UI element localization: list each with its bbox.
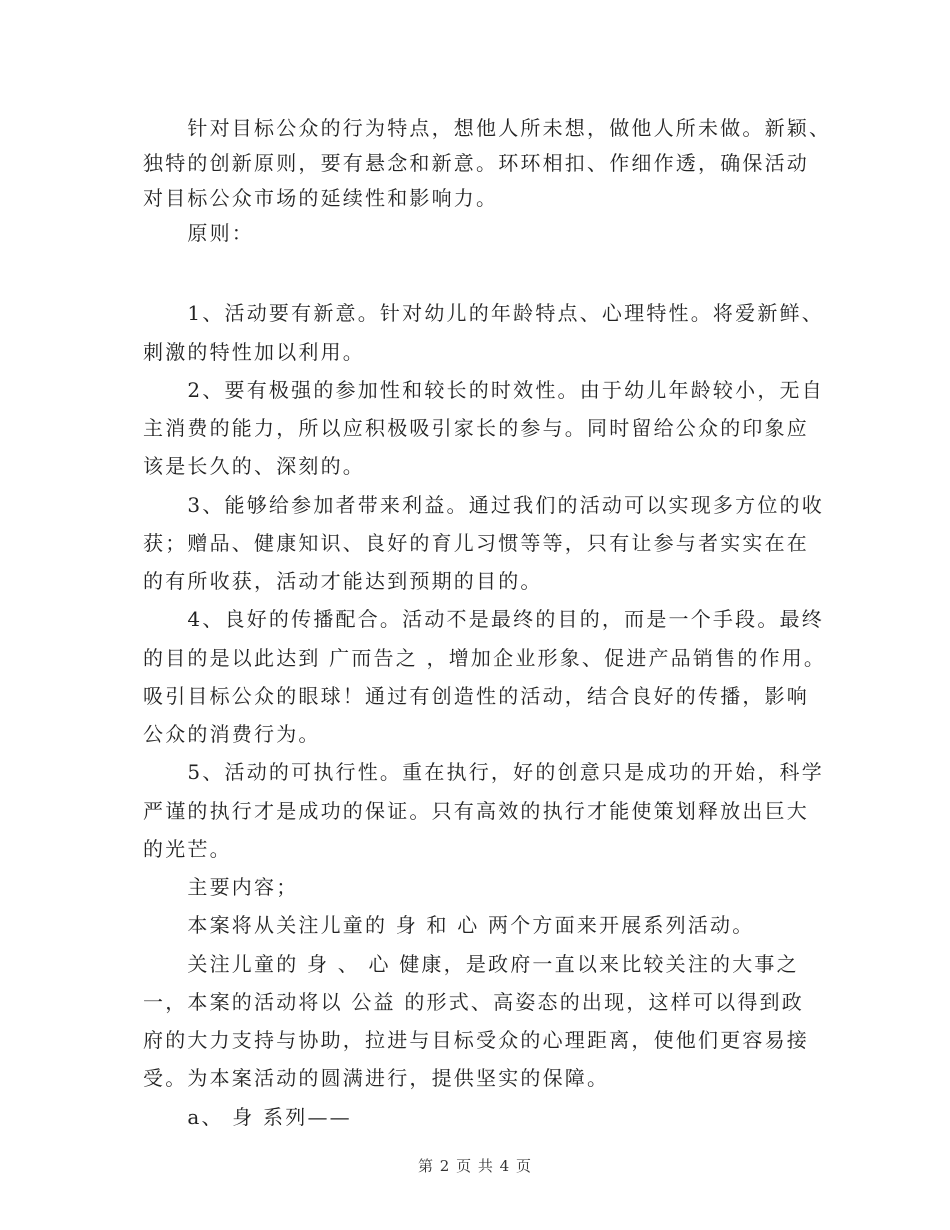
text-line: 的目的是以此达到 广而告之 ，增加企业形象、促进产品销售的作用。 xyxy=(143,646,827,670)
text-line: 4、良好的传播配合。活动不是最终的目的，而是一个手段。最终 xyxy=(143,607,824,631)
text-line: 该是长久的、深刻的。 xyxy=(143,454,365,478)
text-line: 一，本案的活动将以 公益 的形式、高姿态的出现，这样可以得到政 xyxy=(143,990,804,1014)
text-line: 吸引目标公众的眼球！通过有创造性的活动，结合良好的传播，影响 xyxy=(143,684,809,708)
text-line: 原则： xyxy=(143,221,254,245)
text-line: 针对目标公众的行为特点，想他人所未想，做他人所未做。新颖、 xyxy=(143,116,832,140)
text-line: 府的大力支持与协助，拉进与目标受众的心理距离，使他们更容易接 xyxy=(143,1028,809,1052)
page-number-footer: 第 2 页 共 4 页 xyxy=(418,1157,532,1175)
text-line: 主要内容； xyxy=(143,875,299,899)
text-line: 2、要有极强的参加性和较长的时效性。由于幼儿年龄较小，无自 xyxy=(143,378,824,402)
text-line: 5、活动的可执行性。重在执行，好的创意只是成功的开始，科学 xyxy=(143,760,824,784)
text-line: 的光芒。 xyxy=(143,837,232,861)
text-line: 受。为本案活动的圆满进行，提供坚实的保障。 xyxy=(143,1066,610,1090)
text-line: 对目标公众市场的延续性和影响力。 xyxy=(143,186,499,210)
text-line: 本案将从关注儿童的 身 和 心 两个方面来开展系列活动。 xyxy=(143,913,755,937)
text-line: 关注儿童的 身 、 心 健康，是政府一直以来比较关注的大事之 xyxy=(143,952,799,976)
text-line: 获；赠品、健康知识、良好的育儿习惯等等，只有让参与者实实在在 xyxy=(143,531,809,555)
text-line: 3、能够给参加者带来利益。通过我们的活动可以实现多方位的收 xyxy=(143,493,824,517)
text-line: 主消费的能力，所以应积极吸引家长的参与。同时留给公众的印象应 xyxy=(143,416,809,440)
text-line: 公众的消费行为。 xyxy=(143,722,321,746)
text-line: 独特的创新原则，要有悬念和新意。环环相扣、作细作透，确保活动 xyxy=(143,151,809,175)
text-line: 严谨的执行才是成功的保证。只有高效的执行才能使策划释放出巨大 xyxy=(143,799,809,823)
text-line: a、 身 系列—— xyxy=(143,1105,352,1129)
text-line: 的有所收获，活动才能达到预期的目的。 xyxy=(143,569,543,593)
text-line: 刺激的特性加以利用。 xyxy=(143,340,365,364)
text-line: 1、活动要有新意。针对幼儿的年龄特点、心理特性。将爱新鲜、 xyxy=(143,301,824,325)
